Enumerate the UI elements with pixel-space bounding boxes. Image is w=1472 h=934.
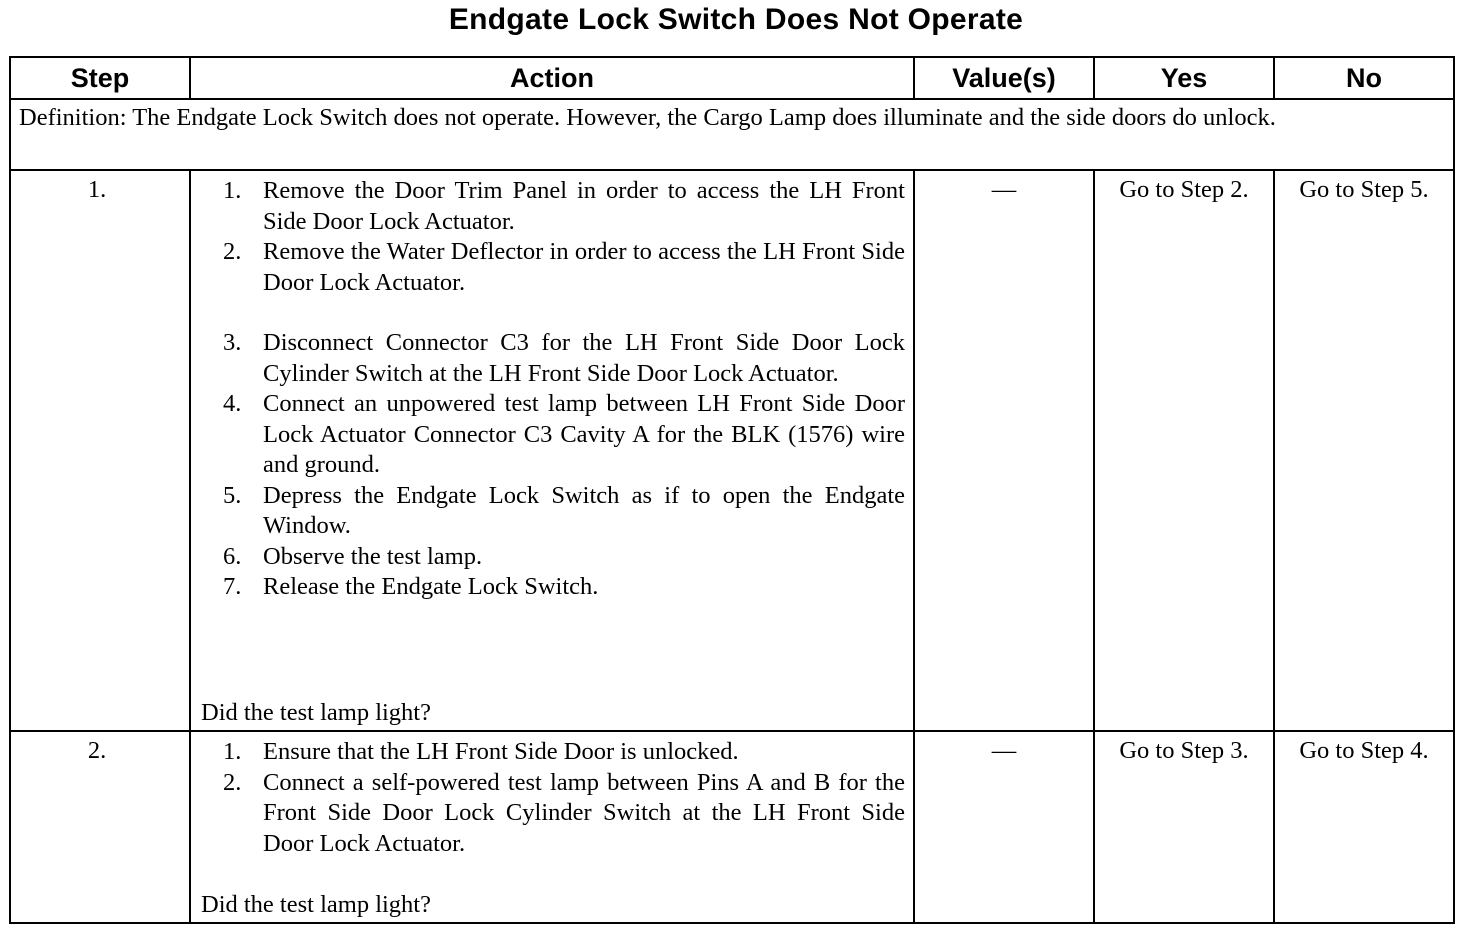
list-item-text: Remove the Water Deflector in order to access the LH Front Side Door Lock Actuator. — [263, 238, 905, 296]
yes-text: Go to Step 3. — [1119, 737, 1249, 764]
list-spacer — [201, 298, 905, 328]
yes-cell — [1094, 170, 1274, 731]
list-item-number: 6. — [223, 542, 242, 570]
yes-text: Go to Step 2. — [1119, 176, 1249, 203]
header-row — [10, 57, 1454, 99]
list-item — [201, 176, 905, 237]
list-item — [201, 389, 905, 481]
header-values: Value(s) — [914, 57, 1094, 99]
list-item — [201, 542, 905, 573]
diagnostic-table — [9, 56, 1455, 924]
question-text: Did the test lamp light? — [201, 698, 431, 726]
list-item-number: 3. — [223, 329, 242, 356]
action-cell — [190, 170, 914, 731]
table-row — [10, 731, 1454, 923]
step-cell — [10, 731, 190, 923]
header-no: No — [1274, 57, 1454, 99]
table-row — [10, 170, 1454, 731]
action-cell — [190, 731, 914, 923]
page-title: Endgate Lock Switch Does Not Operate — [448, 3, 1024, 36]
list-item-number: 2. — [223, 238, 242, 265]
list-item-text: Connect a self-powered test lamp between Pins A and B for the Front Side Door Lock Cylinder Switch at the LH Front Side Door Lock Actuator. — [263, 768, 905, 857]
list-item-number: 2. — [223, 768, 242, 796]
list-item-number: 7. — [223, 573, 242, 600]
list-item-text: Disconnect Connector C3 for the LH Front Side Door Lock Cylinder Switch at the LH Front Side Door Lock Actuator. — [263, 329, 905, 387]
list-item-number: 1. — [223, 177, 242, 204]
list-item-text: Release the Endgate Lock Switch. — [263, 573, 599, 600]
step-number: 2. — [87, 737, 107, 764]
value-text: — — [991, 176, 1017, 203]
list-item — [201, 481, 905, 542]
list-item-number: 4. — [223, 390, 242, 417]
action-list — [201, 737, 905, 859]
definition-row — [10, 99, 1454, 170]
list-item — [201, 572, 905, 603]
no-cell — [1274, 170, 1454, 731]
list-item — [201, 328, 905, 389]
list-item-text: Depress the Endgate Lock Switch as if to open the Endgate Window. — [263, 481, 905, 539]
question-text: Did the test lamp light? — [201, 890, 431, 918]
list-item — [201, 237, 905, 298]
no-text: Go to Step 4. — [1299, 737, 1429, 764]
yes-cell — [1094, 731, 1274, 923]
list-item-number: 1. — [223, 738, 242, 765]
header-yes: Yes — [1094, 57, 1274, 99]
action-list — [201, 176, 905, 603]
list-item-text: Ensure that the LH Front Side Door is unlocked. — [263, 738, 739, 765]
list-item-number: 5. — [223, 481, 242, 509]
no-text: Go to Step 5. — [1299, 176, 1429, 203]
value-text: — — [991, 737, 1017, 764]
list-item-text: Connect an unpowered test lamp between LH Front Side Door Lock Actuator Connector C3 Cavity A for the BLK (1576) wire and ground. — [263, 390, 905, 478]
list-item-text: Observe the test lamp. — [263, 542, 483, 570]
value-cell — [914, 731, 1094, 923]
list-item-text: Remove the Door Trim Panel in order to access the LH Front Side Door Lock Actuator. — [263, 177, 905, 235]
list-item — [201, 768, 905, 860]
header-step: Step — [10, 57, 190, 99]
step-cell — [10, 170, 190, 731]
no-cell — [1274, 731, 1454, 923]
step-number: 1. — [87, 176, 107, 203]
header-action: Action — [190, 57, 914, 99]
list-item — [201, 737, 905, 768]
value-cell — [914, 170, 1094, 731]
definition-text: Definition: The Endgate Lock Switch does not operate. However, the Cargo Lamp does illuminate and the side doors do unlock. — [10, 99, 1454, 170]
